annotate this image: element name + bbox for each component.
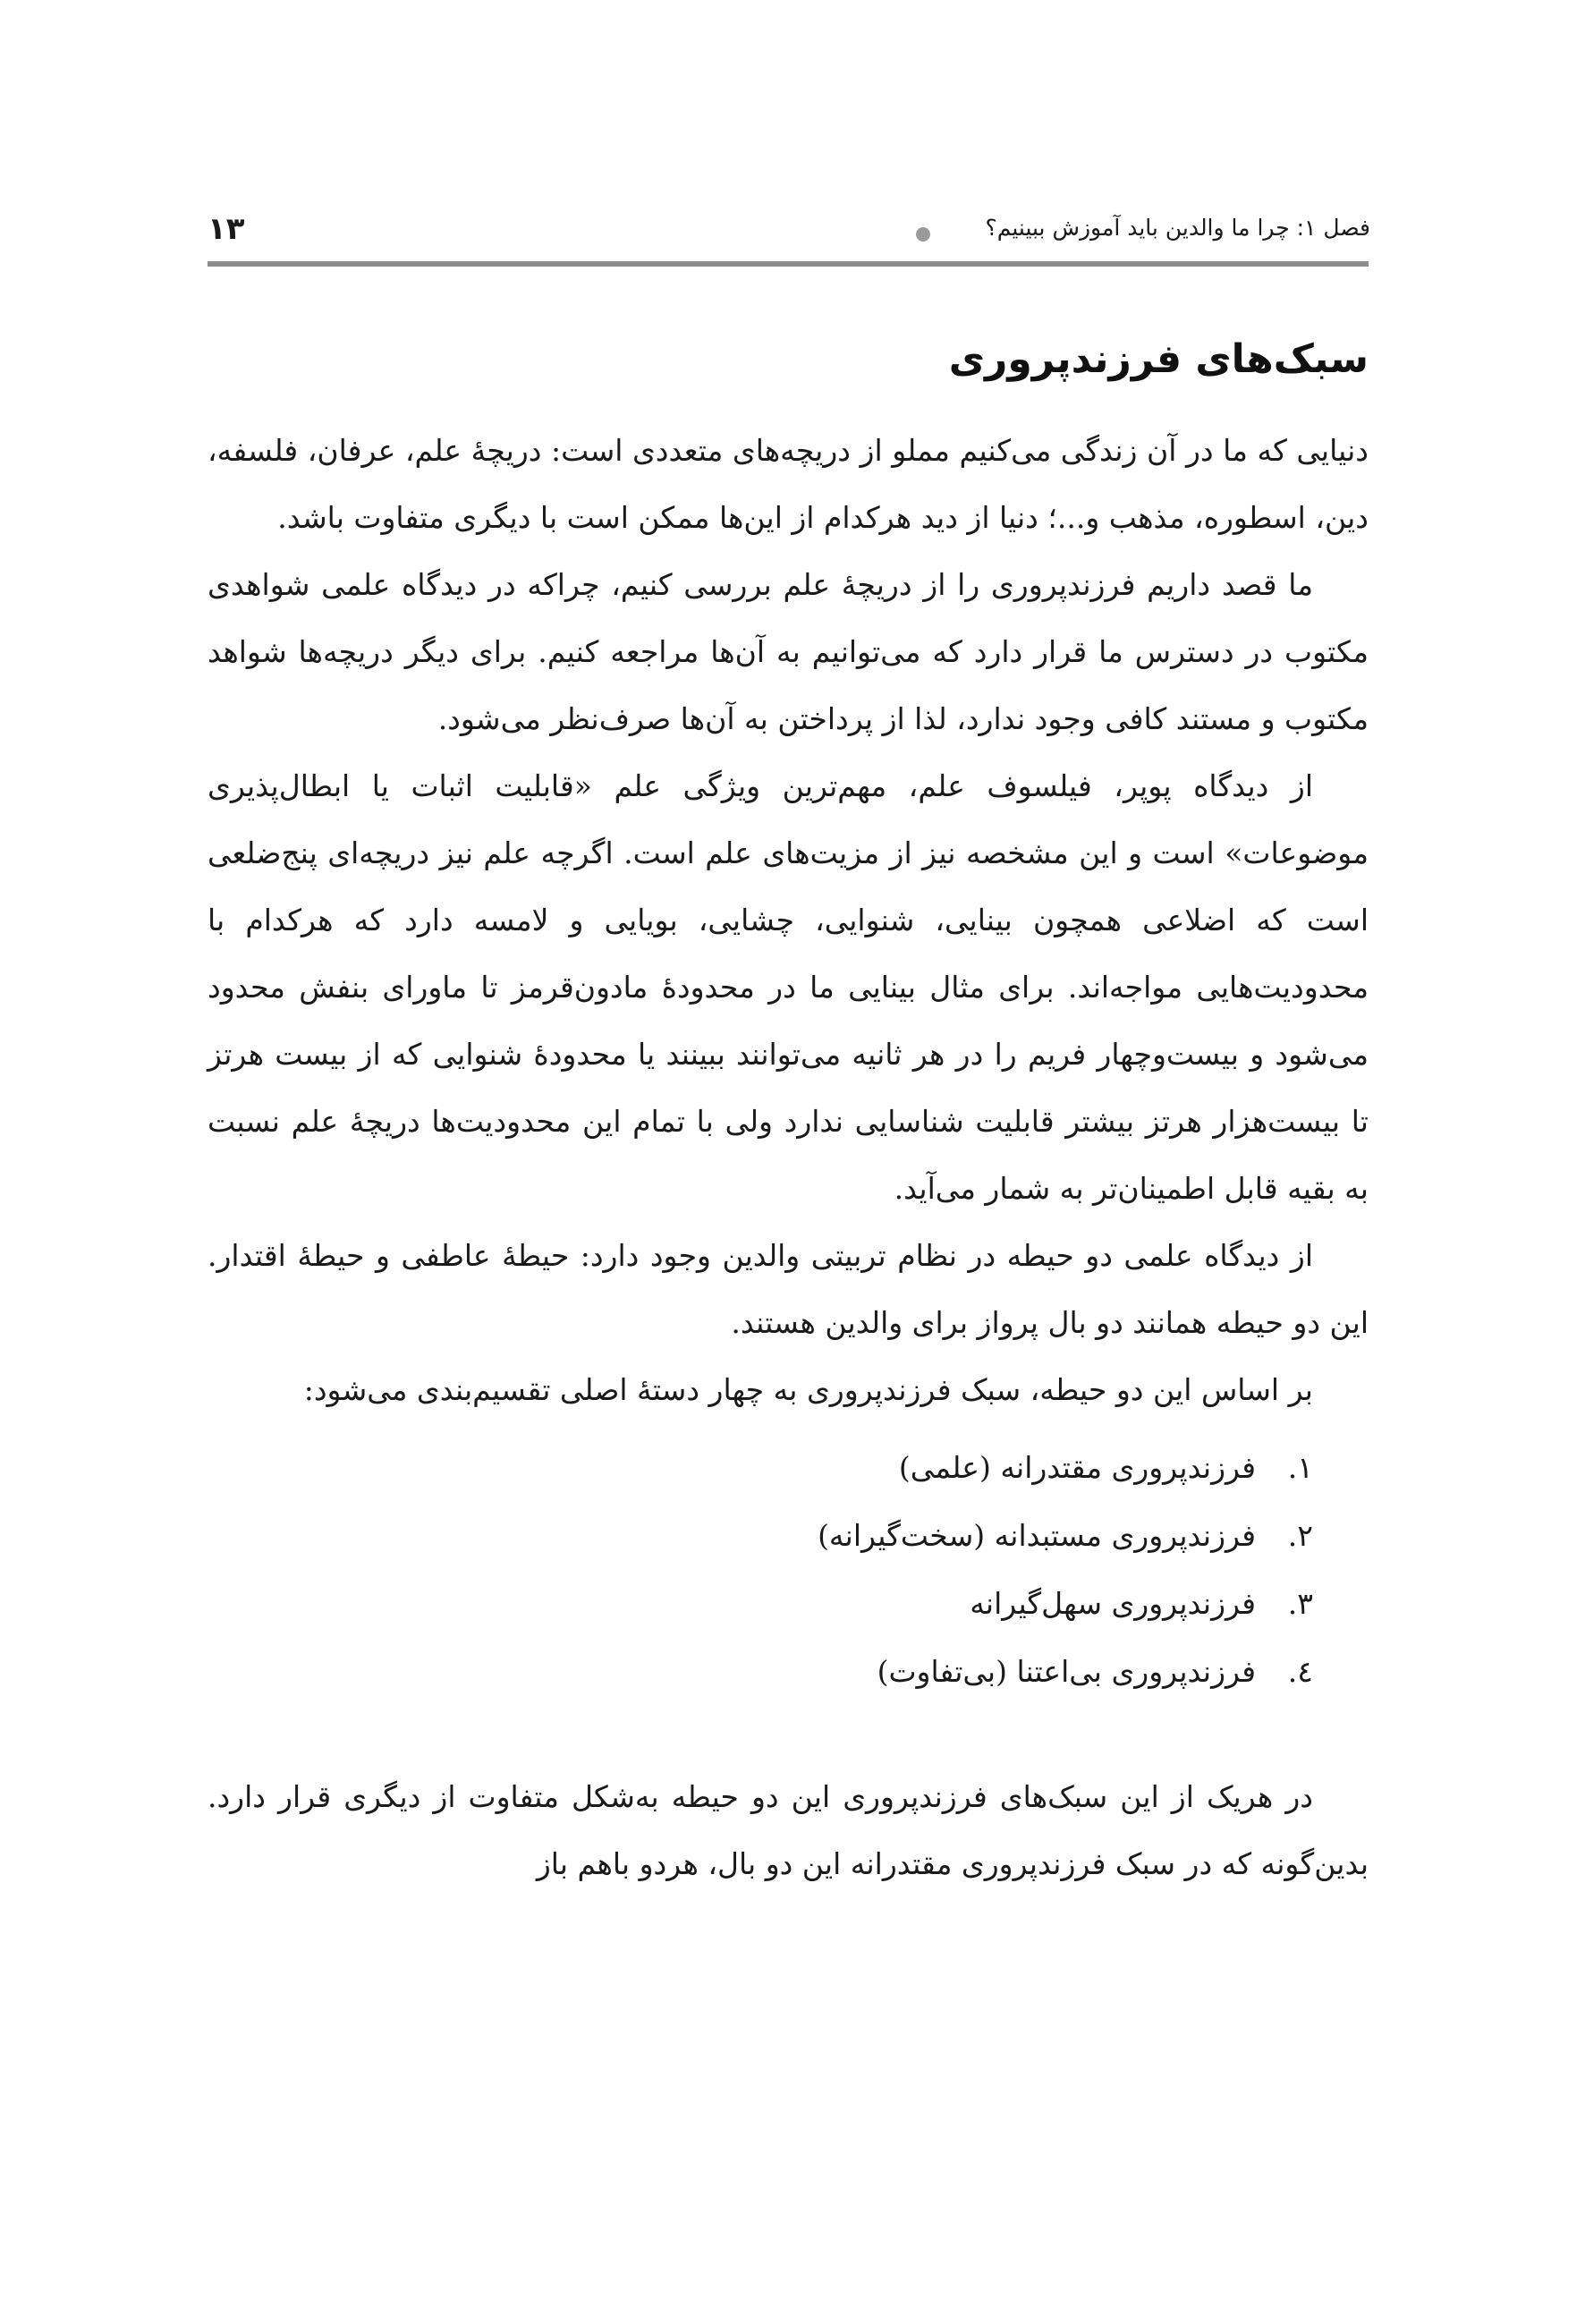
list-item-number: ٤. <box>1287 1654 1313 1689</box>
list-item <box>208 1570 1313 1638</box>
paragraph-popper: از دیدگاه پوپر، فیلسوف علم، مهم‌ترین ویژگی علم «قابلیت اثبات یا ابطال‌پذیری موضوعات» است و این مشخصه نیز از مزیت‌های علم است. اگرچه علم نیز دریچه‌ای پنج‌ضلعی است که اضلاعی همچون بینایی، شنوایی، چشایی، بویایی و لامسه دارد که هرکدام با محدودیت‌هایی مواجه‌اند. برای مثال بینایی ما در محدودهٔ مادون‌قرمز تا ماورای بنفش محدود می‌شود و بیست‌وچهار فریم را در هر ثانیه می‌توانند ببینند یا محدودهٔ شنوایی که از بیست هرتز تا بیست‌هزار هرتز بیشتر قابلیت شناسایی ندارد ولی با تمام این محدودیت‌ها دریچهٔ علم نسبت به بقیه قابل اطمینان‌تر به شمار می‌آید. <box>208 768 1369 1206</box>
paragraph-four-styles-intro: بر اساس این دو حیطه، سبک فرزندپروری به چهار دستهٔ اصلی تقسیم‌بندی می‌شود: <box>303 1372 1313 1407</box>
list-item-text: فرزندپروری بی‌اعتنا (بی‌تفاوت) <box>877 1654 1256 1689</box>
section-heading: سبک‌های فرزندپروری <box>948 336 1369 382</box>
list-item-text: فرزندپروری سهل‌گیرانه <box>970 1586 1256 1621</box>
paragraph-intro: دنیایی که ما در آن زندگی می‌کنیم مملو از دریچه‌های متعددی است: دریچهٔ علم، عرفان، فلسفه، دین، اسطوره، مذهب و...؛ دنیا از دید هرکدام از این‌ها ممکن است با دیگری متفاوت باشد. <box>208 433 1369 535</box>
list-item-text: فرزندپروری مقتدرانه (علمی) <box>898 1450 1256 1485</box>
list-item <box>208 1638 1313 1706</box>
header-divider <box>208 261 1369 267</box>
running-header <box>208 208 1370 261</box>
list-item-text: فرزندپروری مستبدانه (سخت‌گیرانه) <box>818 1518 1256 1553</box>
chapter-title: فصل ۱: چرا ما والدین باید آموزش ببینیم؟ <box>985 215 1370 241</box>
paragraph-two-domains: از دیدگاه علمی دو حیطه در نظام تربیتی والدین وجود دارد: حیطهٔ عاطفی و حیطهٔ اقتدار. این دو حیطه همانند دو بال پرواز برای والدین هستند. <box>208 1238 1369 1340</box>
parenting-styles-list <box>208 1434 1369 1706</box>
list-item-number: ۲. <box>1287 1518 1313 1553</box>
page-content <box>208 322 1369 1897</box>
paragraph-science-lens: ما قصد داریم فرزندپروری را از دریچهٔ علم بررسی کنیم، چراکه در دیدگاه علمی شواهدی مکتوب در دسترس ما قرار دارد که می‌توانیم به آن‌ها مراجعه کنیم. برای دیگر دریچه‌ها شواهد مکتوب و مستند کافی وجود ندارد، لذا از پرداختن به آن‌ها صرف‌نظر می‌شود. <box>208 567 1369 736</box>
list-item-number: ۳. <box>1287 1586 1313 1621</box>
page-number: ۱۳ <box>208 211 245 247</box>
list-item <box>208 1434 1313 1502</box>
paragraph-closing: در هریک از این سبک‌های فرزندپروری این دو حیطه به‌شکل متفاوت از دیگری قرار دارد. بدین‌گونه که در سبک فرزندپروری مقتدرانه این دو بال، هردو باهم باز <box>208 1779 1369 1881</box>
list-item <box>208 1502 1313 1570</box>
separator-dot-icon <box>916 227 930 242</box>
list-item-number: ۱. <box>1287 1450 1313 1485</box>
